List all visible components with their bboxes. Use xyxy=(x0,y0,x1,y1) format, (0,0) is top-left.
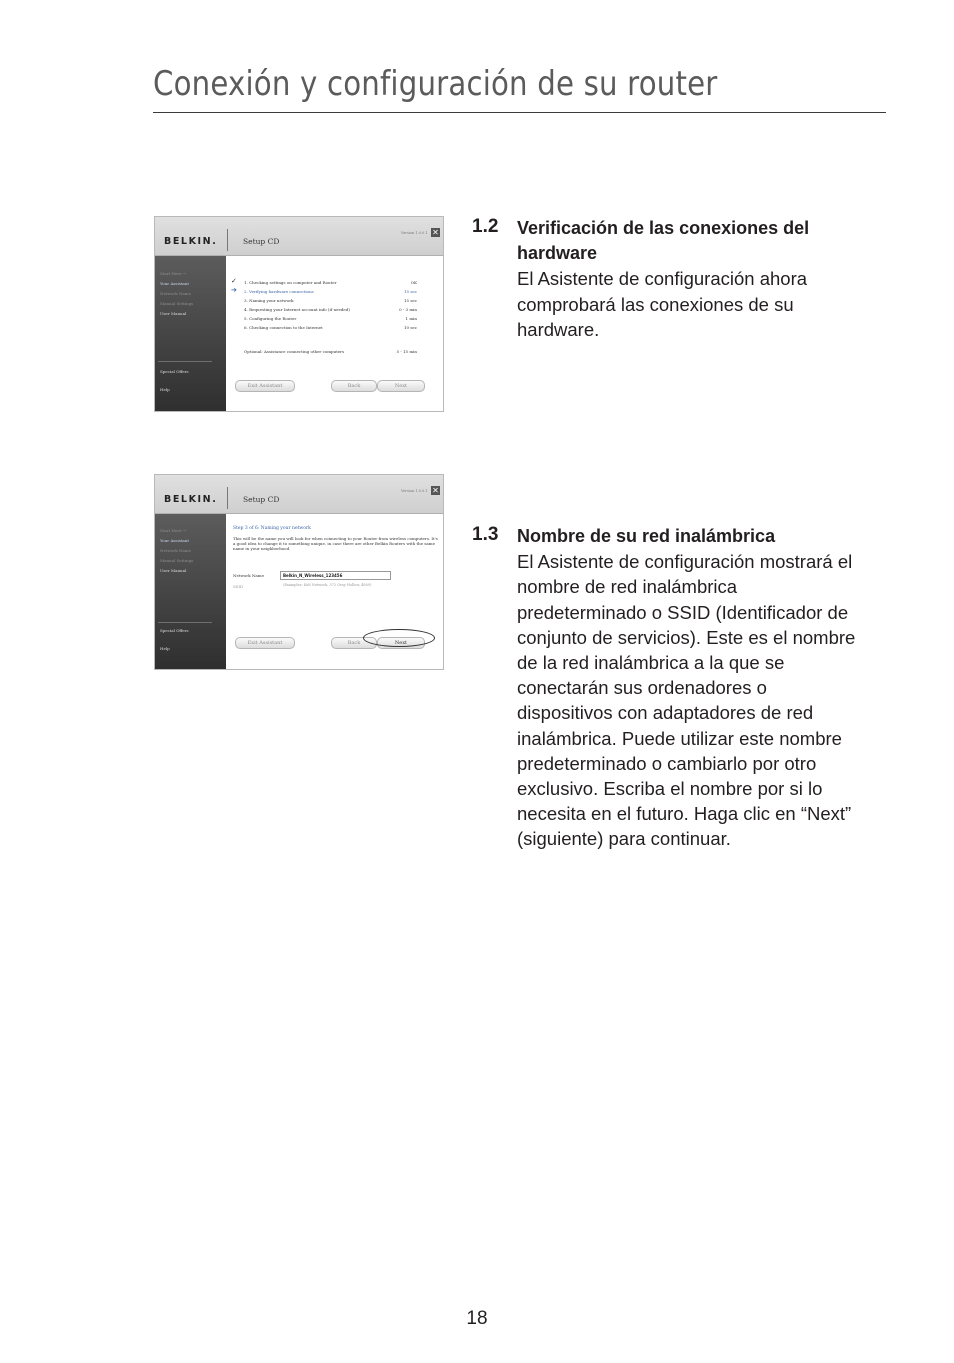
page-title: Conexión y configuración de su router xyxy=(153,64,718,104)
belkin-logo: BELKIN. xyxy=(164,236,218,247)
step-row: 1. Checking settings on computer and Router xyxy=(244,280,337,285)
nav-start-here[interactable]: Start Here → xyxy=(160,528,187,533)
close-x-icon[interactable]: ✕ xyxy=(432,486,439,495)
step-row: 6. Checking connection to the Internet xyxy=(244,325,323,330)
sidebar xyxy=(155,514,226,669)
header-divider xyxy=(227,229,228,251)
step-time: 15 sec xyxy=(403,298,417,303)
section-number: 1.3 xyxy=(472,524,499,545)
optional-time: 5 - 15 min xyxy=(396,349,417,354)
setup-screenshot-network-name xyxy=(154,474,444,670)
window-header xyxy=(155,217,443,256)
close-x-icon[interactable]: ✕ xyxy=(432,228,439,237)
window-header xyxy=(155,475,443,514)
nav-network-name[interactable]: Network Name xyxy=(160,291,191,296)
step-time: OK xyxy=(410,280,417,285)
title-rule xyxy=(153,112,886,113)
page-number: 18 xyxy=(466,1308,488,1329)
step-time: 10 sec xyxy=(403,325,417,330)
sidebar xyxy=(155,256,226,411)
step-time: 0 - 3 min xyxy=(399,307,417,312)
version-label: Version 1.0.0.1 xyxy=(401,489,428,493)
nav-help[interactable]: Help xyxy=(160,646,170,651)
header-divider xyxy=(227,487,228,509)
section-number: 1.2 xyxy=(472,216,499,237)
back-button[interactable]: Back xyxy=(331,380,377,392)
step-title: Step 3 of 6: Naming your network xyxy=(233,526,311,531)
main-panel xyxy=(227,256,443,411)
step-row: 3. Naming your network xyxy=(244,298,294,303)
nav-start-here[interactable]: Start Here → xyxy=(160,271,187,276)
nav-special-offers[interactable]: Special Offers xyxy=(160,628,189,633)
product-name: Setup CD xyxy=(243,237,280,246)
nav-manual-settings[interactable]: Manual Settings xyxy=(160,558,194,563)
nav-special-offers[interactable]: Special Offers xyxy=(160,369,189,374)
exit-assistant-button[interactable]: Exit Assistant xyxy=(235,380,295,392)
ssid-example: (Examples: Keli Network, 372 Gray Hollow, 4809) xyxy=(283,583,372,587)
product-name: Setup CD xyxy=(243,495,280,504)
next-button[interactable]: Next xyxy=(377,637,425,649)
section-body xyxy=(517,524,857,852)
step-description: This will be the name you will look for when connecting to your Router from wireless computers. It's a good idea to change it to something unique, in case there are other Belkin Routers with the same name in your neighborhood. xyxy=(233,536,438,551)
nav-user-manual[interactable]: User Manual xyxy=(160,311,187,316)
nav-manual-settings[interactable]: Manual Settings xyxy=(160,301,194,306)
exit-assistant-button[interactable]: Exit Assistant xyxy=(235,637,295,649)
version-label: Version 1.0.0.1 xyxy=(401,231,428,235)
optional-row: Optional: Assistance connecting other computers xyxy=(244,349,345,354)
sidebar-divider xyxy=(158,361,212,362)
belkin-logo: BELKIN. xyxy=(164,494,218,505)
next-highlight-circle xyxy=(363,629,435,647)
section-heading: Verificación de las conexiones del hardware xyxy=(517,218,810,264)
sidebar-divider xyxy=(158,622,212,623)
setup-screenshot-hardware-check xyxy=(154,216,444,412)
nav-user-manual[interactable]: User Manual xyxy=(160,568,187,573)
section-text: El Asistente de configuración mostrará el nombre de red inalámbrica predeterminado o SSID (Identificador de conjunto de servicios). Este es el nombre de la red inalámbrica a la que se conectarán sus ordenadores o dispositivos con adaptadores de red inalámbrica. Puede utilizar este nombre predeterminado o cambiarlo por otro exclusivo. Escriba el nombre por si lo necesita en el futuro. Haga clic en “Next” (siguiente) para continuar. xyxy=(517,551,856,850)
step-row-current: 2. Verifying hardware connections xyxy=(244,289,314,294)
network-name-input[interactable]: Belkin_N_Wireless_123456 xyxy=(280,571,391,580)
step-time: 1 min xyxy=(405,316,417,321)
back-button[interactable]: Back xyxy=(331,637,377,649)
arrow-right-icon: ➔ xyxy=(231,286,237,294)
nav-your-assistant[interactable]: Your Assistant xyxy=(160,538,189,543)
nav-your-assistant[interactable]: Your Assistant xyxy=(160,281,189,286)
step-time: 15 sec xyxy=(403,289,417,294)
check-icon: ✓ xyxy=(231,277,237,285)
nav-network-name[interactable]: Network Name xyxy=(160,548,191,553)
nav-help[interactable]: Help xyxy=(160,387,170,392)
step-row: 4. Requesting your Internet account info (if needed) xyxy=(244,307,350,312)
step-row: 5. Configuring the Router xyxy=(244,316,297,321)
ssid-label: SSID xyxy=(233,584,244,589)
section-heading: Nombre de su red inalámbrica xyxy=(517,526,776,546)
network-name-label: Network Name xyxy=(233,573,264,578)
section-body xyxy=(517,216,872,342)
next-button[interactable]: Next xyxy=(377,380,425,392)
section-text: El Asistente de configuración ahora comprobará las conexiones de su hardware. xyxy=(517,268,808,340)
main-panel xyxy=(227,514,443,669)
